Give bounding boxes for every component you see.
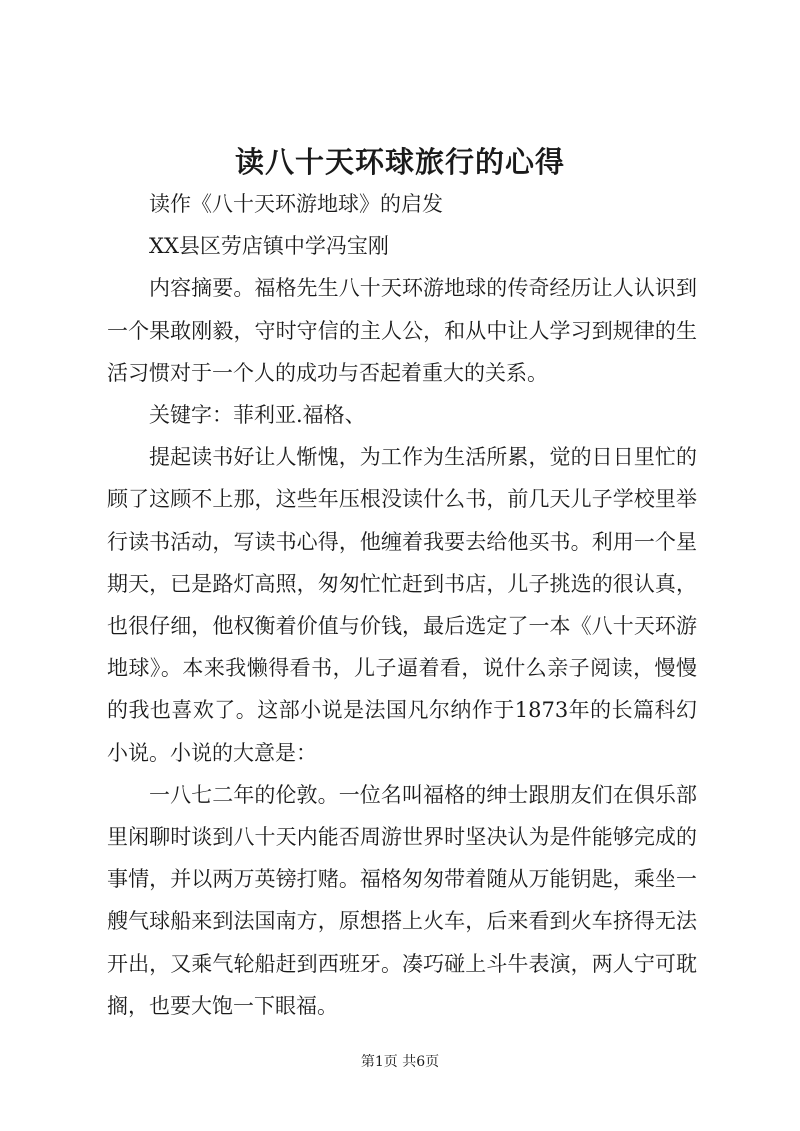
body-paragraph-2: 一八七二年的伦敦。一位名叫福格的绅士跟朋友们在俱乐部里闲聊时谈到八十天内能否周游世界时坚决认为是件能够完成的事情，并以两万英镑打赌。福格匆匆带着随从万能钥匙，乘坐一艘气球船来到法国南方，原想搭上火车，后来看到火车挤得无法开出，又乘气轮船赶到西班牙。凑巧碰上斗牛表演，两人宁可耽搁，也要大饱一下眼福。: [107, 782, 697, 1018]
keywords-paragraph: 关键字：菲利亚.福格、: [149, 403, 366, 428]
author-paragraph: XX县区劳店镇中学冯宝刚: [149, 234, 389, 259]
document-body: [107, 183, 697, 1027]
abstract-paragraph: 内容摘要。福格先生八十天环游地球的传奇经历让人认识到一个果敢刚毅，守时守信的主人公，和从中让人学习到规律的生活习惯对于一个人的成功与否起着重大的关系。: [107, 276, 697, 385]
body-paragraph-1: 提起读书好让人惭愧，为工作为生活所累，觉的日日里忙的顾了这顾不上那，这些年压根没读什么书，前几天儿子学校里举行读书活动，写读书心得，他缠着我要去给他买书。利用一个星期天，已是路灯高照，匆匆忙忙赶到书店，儿子挑选的很认真，也很仔细，他权衡着价值与价钱，最后选定了一本《八十天环游地球》。本来我懒得看书，儿子逼着看，说什么亲子阅读，慢慢的我也喜欢了。这部小说是法国凡尔纳作于1873年的长篇科幻小说。小说的大意是：: [107, 445, 697, 765]
document-title: 读八十天环球旅行的心得: [234, 145, 565, 179]
page-number-footer: 第1页 共6页: [360, 1054, 440, 1070]
subtitle-paragraph: 读作《八十天环游地球》的启发: [149, 192, 443, 216]
